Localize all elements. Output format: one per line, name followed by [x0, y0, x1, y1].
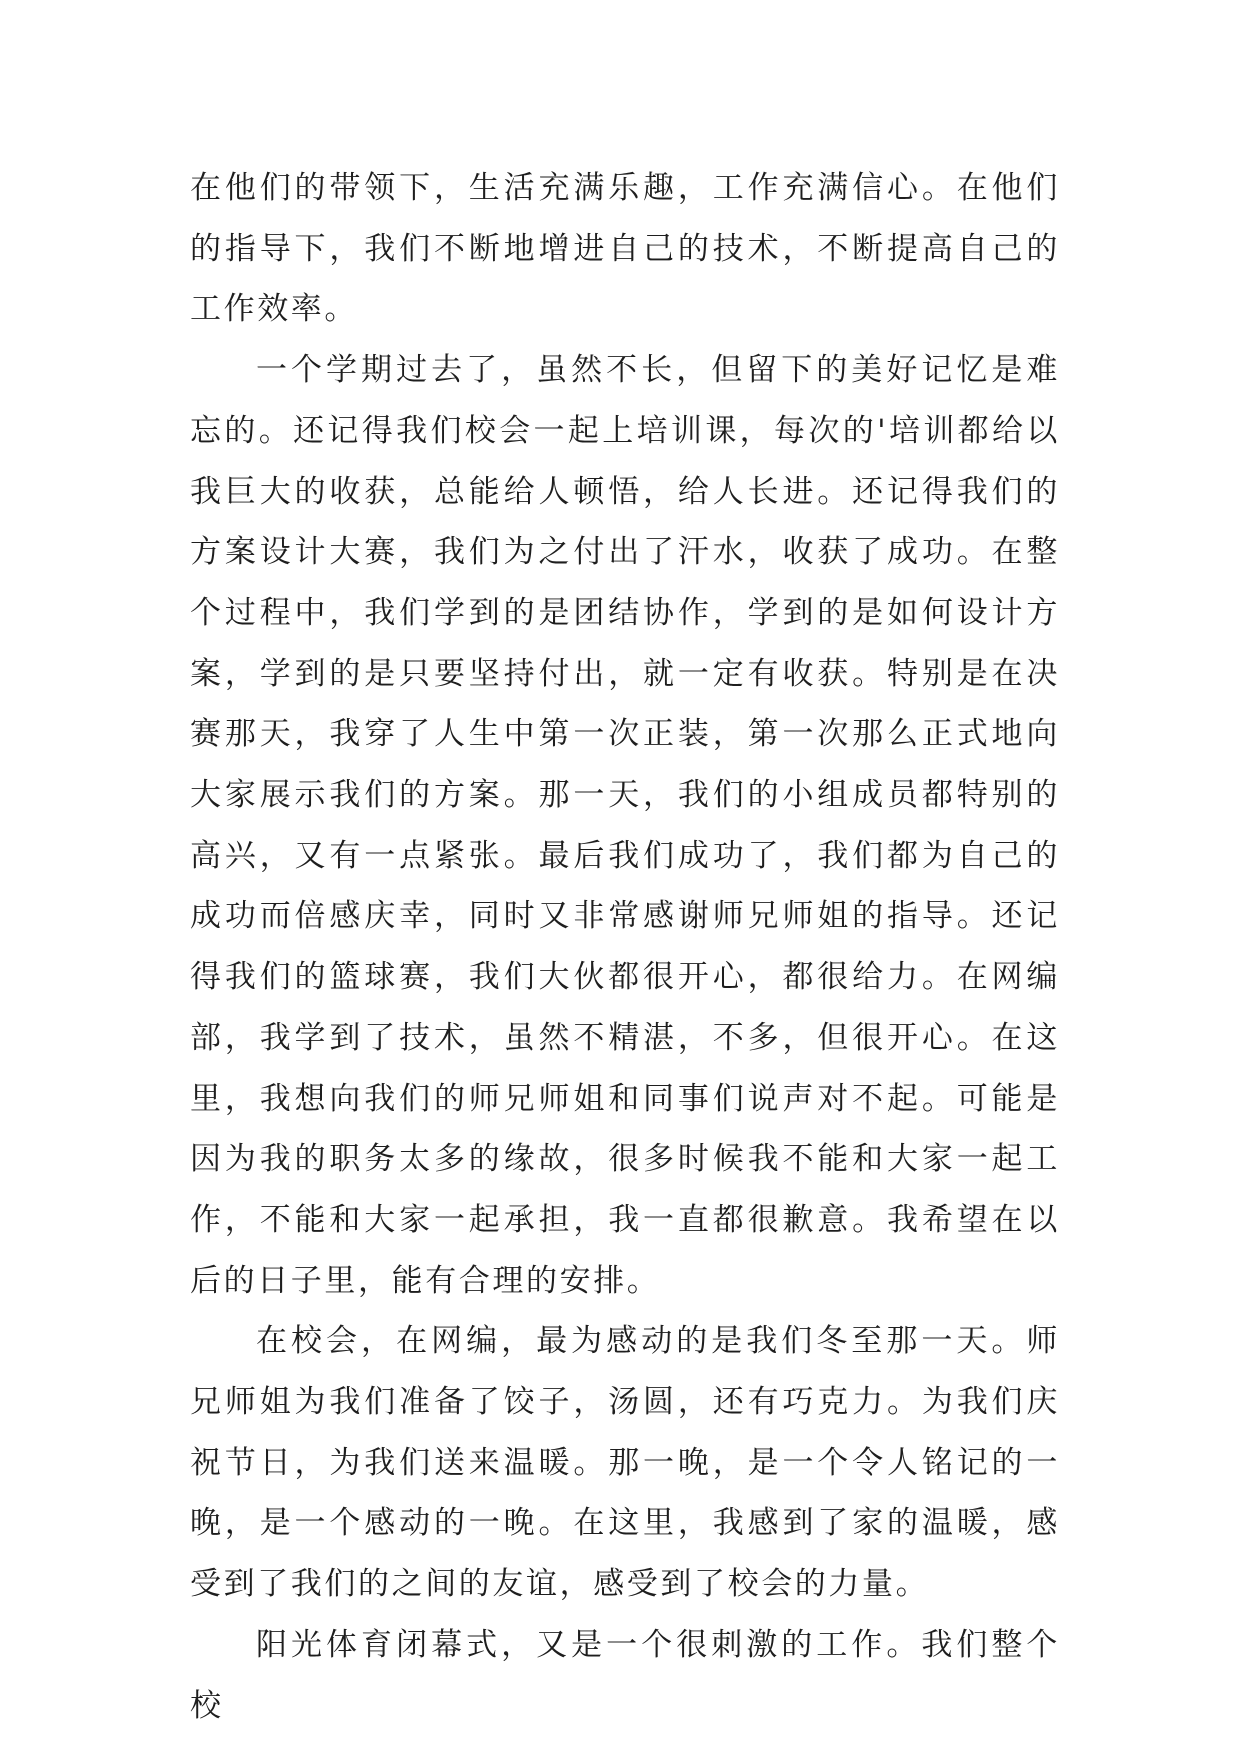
document-body: [190, 158, 1060, 1736]
paragraph-4: 阳光体育闭幕式，又是一个很刺激的工作。我们整个校: [190, 1626, 1060, 1724]
paragraph-3: 在校会，在网编，最为感动的是我们冬至那一天。师兄师姐为我们准备了饺子，汤圆，还有巧克力。为我们庆祝节日，为我们送来温暖。那一晚，是一个令人铭记的一晚，是一个感动的一晚。在这里，我感到了家的温暖，感受到了我们的之间的友谊，感受到了校会的力量。: [190, 1323, 1060, 1603]
paragraph-1: 在他们的带领下，生活充满乐趣，工作充满信心。在他们的指导下，我们不断地增进自己的技术，不断提高自己的工作效率。: [190, 170, 1060, 328]
paragraph-2: 一个学期过去了，虽然不长，但留下的美好记忆是难忘的。还记得我们校会一起上培训课，每次的'培训都给以我巨大的收获，总能给人顿悟，给人长进。还记得我们的方案设计大赛，我们为之付出了汗水，收获了成功。在整个过程中，我们学到的是团结协作，学到的是如何设计方案，学到的是只要坚持付出，就一定有收获。特别是在决赛那天，我穿了人生中第一次正装，第一次那么正式地向大家展示我们的方案。那一天，我们的小组成员都特别的高兴，又有一点紧张。最后我们成功了，我们都为自己的成功而倍感庆幸，同时又非常感谢师兄师姐的指导。还记得我们的篮球赛，我们大伙都很开心，都很给力。在网编部，我学到了技术，虽然不精湛，不多，但很开心。在这里，我想向我们的师兄师姐和同事们说声对不起。可能是因为我的职务太多的缘故，很多时候我不能和大家一起工作，不能和大家一起承担，我一直都很歉意。我希望在以后的日子里，能有合理的安排。: [190, 352, 1060, 1299]
